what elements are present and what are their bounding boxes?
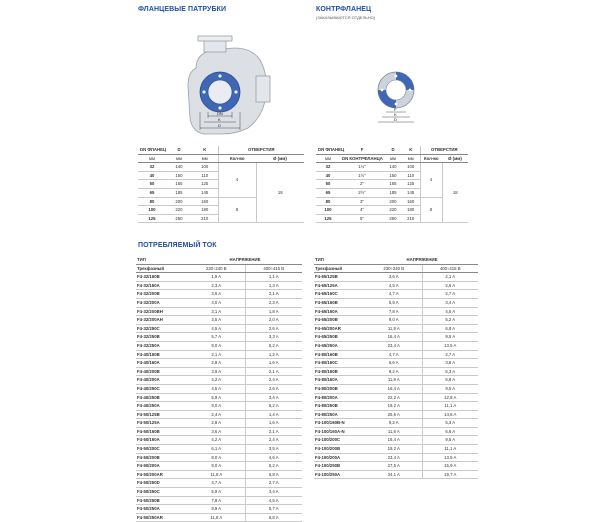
current-400-cell: 6,8 A [245, 513, 302, 522]
model-cell: F4-40/250B [136, 393, 188, 402]
current-230-cell: 3,6 A [188, 427, 245, 436]
current-400-cell: 6,8 A [422, 427, 478, 436]
table-row [136, 350, 302, 359]
current-230-cell: 16,4 A [366, 436, 422, 445]
counterflange-drawing [368, 68, 428, 128]
table-row [136, 384, 302, 393]
model-cell: F4-40/250A [136, 402, 188, 411]
table-row [314, 445, 478, 454]
model-cell: F4-80/250B [314, 402, 366, 411]
table-row [314, 470, 478, 479]
current-400-cell: 2,7 A [422, 350, 478, 359]
table-row [136, 273, 302, 282]
current-left-h-voltage: НАПРЯЖЕНИЕ [188, 256, 302, 264]
table-row [136, 393, 302, 402]
table-row: 50 165 125 [138, 180, 304, 189]
cf-h-count: Кол-во [420, 154, 442, 163]
current-400-cell: 1,1 A [245, 273, 302, 282]
table-row [314, 333, 478, 342]
pump-motor-stub [256, 76, 270, 102]
table-row [136, 359, 302, 368]
current-230-cell: 9,0 A [366, 316, 422, 325]
current-230-cell: 4,7 A [188, 479, 245, 488]
table-row [136, 410, 302, 419]
current-400-cell: 3,5 A [245, 445, 302, 454]
current-400-cell: 3,4 A [245, 393, 302, 402]
current-400-cell: 1,6 A [245, 419, 302, 428]
current-230-cell: 4,5 A [188, 384, 245, 393]
cf-h-fsub: DN КОНТРФЛАНЦА [340, 154, 384, 163]
current-230-cell: 9,0 A [188, 402, 245, 411]
current-230-cell: 5,9 A [188, 488, 245, 497]
table-row [314, 427, 478, 436]
current-230-cell: 27,5 A [366, 462, 422, 471]
current-400-cell: 9,5 A [422, 384, 478, 393]
current-400-cell: 2,7 A [422, 290, 478, 299]
table-row [136, 513, 302, 522]
flange-h-diam: Ø (мм) [256, 154, 304, 163]
current-left-h-phase: Трехфазный [136, 264, 188, 273]
table-row [136, 376, 302, 385]
model-cell: F4-80/200A [314, 393, 366, 402]
table-row [136, 402, 302, 411]
flange-diam: 18 [256, 163, 304, 223]
cf-h-k: K [402, 146, 420, 154]
table-row [136, 505, 302, 514]
flanges-title: ФЛАНЦЕВЫЕ ПАТРУБКИ [138, 6, 227, 13]
current-400-cell: 5,2 A [245, 402, 302, 411]
cf-u-d: мм [384, 154, 402, 163]
current-230-cell: 9,0 A [188, 341, 245, 350]
model-cell: F4-40/200B [136, 367, 188, 376]
model-cell: F4-32/200BH [136, 307, 188, 316]
model-cell: F4-65/160A [314, 307, 366, 316]
current-230-cell: 6,6 A [366, 359, 422, 368]
model-cell: F4-50/160A [136, 436, 188, 445]
model-cell: F4-65/160C [314, 290, 366, 299]
flange-h-count: Кол-во [218, 154, 256, 163]
flange-dim-k: K [218, 117, 221, 122]
current-230-cell: 7,8 A [188, 496, 245, 505]
table-row [314, 393, 478, 402]
model-cell: F4-32/200AH [136, 316, 188, 325]
current-400-cell: 3,4 A [422, 298, 478, 307]
model-cell: F4-50/250D [136, 479, 188, 488]
current-400-cell: 19,7 A [422, 470, 478, 479]
table-row: 65 185 145 [138, 188, 304, 197]
current-right-h-v1: 230÷240 В [366, 264, 422, 273]
current-230-cell: 22,2 A [366, 393, 422, 402]
counterflange-dim-k: K [394, 112, 397, 117]
current-400-cell: 4,5 A [245, 496, 302, 505]
table-row [136, 333, 302, 342]
table-row [314, 402, 478, 411]
table-row [136, 324, 302, 333]
current-400-cell: 2,4 A [245, 436, 302, 445]
model-cell: F4-50/200A [136, 462, 188, 471]
current-230-cell: 2,8 A [188, 359, 245, 368]
current-400-cell: 1,6 A [245, 359, 302, 368]
current-400-cell: 1,2 A [245, 350, 302, 359]
current-400-cell: 15,9 A [422, 462, 478, 471]
model-cell: F4-40/160A [136, 359, 188, 368]
cf-diam: 18 [442, 163, 468, 223]
current-table-left [136, 256, 302, 522]
current-230-cell: 3,5 A [188, 316, 245, 325]
table-row [136, 367, 302, 376]
model-cell: F4-32/250B [136, 333, 188, 342]
current-230-cell: 19,2 A [366, 445, 422, 454]
flange-u-dn: мм [138, 154, 166, 163]
pump-outlet-flange [198, 36, 232, 41]
table-row [136, 427, 302, 436]
current-230-cell: 4,5 A [366, 281, 422, 290]
table-row [136, 479, 302, 488]
current-400-cell: 2,1 A [245, 367, 302, 376]
current-230-cell: 2,1 A [188, 350, 245, 359]
current-230-cell: 11,8 A [366, 376, 422, 385]
current-230-cell: 11,8 A [366, 324, 422, 333]
current-left-h-v2: 400÷415 В [245, 264, 302, 273]
model-cell: F4-100/160B-N [314, 419, 366, 428]
cf-count-a: 4 [420, 163, 442, 197]
current-400-cell: 5,7 A [245, 505, 302, 514]
current-400-cell: 1,3 A [245, 281, 302, 290]
current-230-cell: 3,1 A [188, 307, 245, 316]
table-row [314, 376, 478, 385]
table-row [314, 436, 478, 445]
table-row: 40 150 110 [138, 171, 304, 180]
current-right-h-voltage: НАПРЯЖЕНИЕ [366, 256, 478, 264]
table-row [314, 350, 478, 359]
model-cell: F4-65/250A [314, 341, 366, 350]
current-400-cell: 4,6 A [245, 453, 302, 462]
table-row [314, 316, 478, 325]
current-230-cell: 3,6 A [366, 273, 422, 282]
current-400-cell: 2,7 A [245, 479, 302, 488]
table-row [136, 281, 302, 290]
current-230-cell: 9,9 A [188, 505, 245, 514]
current-230-cell: 4,7 A [366, 350, 422, 359]
table-row [136, 307, 302, 316]
cf-h-f: F [340, 146, 384, 154]
current-230-cell: 4,7 A [366, 290, 422, 299]
cf-h-holes: ОТВЕРСТИЯ [420, 146, 468, 154]
current-right-h-v2: 400÷415 В [422, 264, 478, 273]
table-row [136, 488, 302, 497]
flange-table [138, 146, 304, 223]
current-400-cell: 9,5 A [422, 436, 478, 445]
flange-u-k: мм [192, 154, 218, 163]
counterflange-dim-d: D [394, 117, 397, 122]
model-cell: F4-50/125B [136, 410, 188, 419]
flange-dim-d: D [218, 123, 221, 128]
table-row [136, 453, 302, 462]
model-cell: F4-50/250B [136, 496, 188, 505]
current-400-cell: 12,8 A [422, 393, 478, 402]
flange-count-b: 8 [218, 197, 256, 223]
current-400-cell: 5,3 A [422, 419, 478, 428]
current-230-cell: 5,9 A [188, 393, 245, 402]
table-row: 32 140 100 4 18 [138, 163, 304, 172]
current-230-cell: 11,8 A [188, 470, 245, 479]
current-230-cell: 2,4 A [188, 410, 245, 419]
table-row [314, 462, 478, 471]
model-cell: F4-80/160C [314, 359, 366, 368]
table-row [136, 445, 302, 454]
current-right-h-type: ТИП [314, 256, 366, 264]
model-cell: F4-100/160A-N [314, 427, 366, 436]
current-400-cell: 6,8 A [422, 324, 478, 333]
current-right-h-phase: Трехфазный [314, 264, 366, 273]
current-left-h-type: ТИП [136, 256, 188, 264]
current-400-cell: 6,8 A [422, 376, 478, 385]
model-cell: F4-32/250A [136, 341, 188, 350]
table-row [314, 307, 478, 316]
model-cell: F4-32/200A [136, 298, 188, 307]
model-cell: F4-100/250B [314, 462, 366, 471]
flange-count-a: 4 [218, 163, 256, 197]
model-cell: F4-65/125B [314, 273, 366, 282]
current-400-cell: 5,2 A [422, 316, 478, 325]
table-row [136, 341, 302, 350]
current-230-cell: 2,3 A [188, 281, 245, 290]
current-230-cell: 16,4 A [366, 384, 422, 393]
current-230-cell: 4,2 A [188, 436, 245, 445]
model-cell: F4-50/250A [136, 505, 188, 514]
table-row: 100 4" 220 180 [316, 206, 468, 215]
current-400-cell: 3,8 A [422, 359, 478, 368]
pump-outlet [204, 40, 226, 52]
current-400-cell: 11,1 A [422, 402, 478, 411]
current-230-cell: 5,7 A [188, 333, 245, 342]
table-row: 125 5" 250 210 [316, 214, 468, 223]
flange-h-holes: ОТВЕРСТИЯ [218, 146, 304, 154]
current-230-cell: 23,4 A [366, 341, 422, 350]
table-row [136, 290, 302, 299]
current-400-cell: 5,2 A [245, 462, 302, 471]
current-400-cell: 2,0 A [245, 316, 302, 325]
flange-u-d: мм [166, 154, 192, 163]
table-row [136, 316, 302, 325]
model-cell: F4-50/160B [136, 427, 188, 436]
flange-h-dn: DN ФЛАНЕЦ [138, 146, 166, 154]
current-400-cell: 1,4 A [245, 410, 302, 419]
current-400-cell: 13,5 A [422, 341, 478, 350]
current-400-cell: 1,8 A [245, 307, 302, 316]
cf-h-diam: Ø (мм) [442, 154, 468, 163]
table-row [136, 462, 302, 471]
table-row [136, 496, 302, 505]
cf-count-b: 8 [420, 197, 442, 223]
cf-u-k: мм [402, 154, 420, 163]
current-400-cell: 2,1 A [422, 273, 478, 282]
current-230-cell: 11,8 A [366, 427, 422, 436]
model-cell: F4-32/200B [136, 290, 188, 299]
current-230-cell: 4,2 A [188, 376, 245, 385]
model-cell: F4-80/200B [314, 384, 366, 393]
model-cell: F4-100/200A [314, 453, 366, 462]
current-400-cell: 2,6 A [245, 324, 302, 333]
model-cell: F4-40/160B [136, 350, 188, 359]
current-400-cell: 2,3 A [245, 298, 302, 307]
model-cell: F4-50/250C [136, 488, 188, 497]
current-400-cell: 4,5 A [422, 307, 478, 316]
current-230-cell: 4,5 A [188, 324, 245, 333]
table-row [314, 281, 478, 290]
current-230-cell: 5,9 A [366, 298, 422, 307]
current-230-cell: 9,0 A [188, 462, 245, 471]
table-row [314, 290, 478, 299]
current-400-cell: 13,5 A [422, 453, 478, 462]
model-cell: F4-40/250C [136, 384, 188, 393]
cf-h-d: D [384, 146, 402, 154]
current-230-cell: 2,8 A [188, 419, 245, 428]
current-title: ПОТРЕБЛЯЕМЫЙ ТОК [138, 242, 217, 249]
table-row [314, 324, 478, 333]
cf-h-dn: DN ФЛАНЕЦ [316, 146, 340, 154]
counterflange-title: КОНТРФЛАНЕЦ [316, 6, 372, 13]
current-400-cell: 2,4 A [245, 376, 302, 385]
model-cell: F4-40/200A [136, 376, 188, 385]
current-230-cell: 11,8 A [188, 513, 245, 522]
current-230-cell: 23,4 A [366, 453, 422, 462]
current-400-cell: 14,8 A [422, 410, 478, 419]
current-230-cell: 19,2 A [366, 402, 422, 411]
model-cell: F4-80/160B [314, 367, 366, 376]
flange-dim-dn: DN [217, 111, 223, 116]
table-row [136, 436, 302, 445]
flange-h-k: K [192, 146, 218, 154]
table-row: 40 1½" 150 110 [316, 171, 468, 180]
current-230-cell: 1,9 A [188, 273, 245, 282]
current-230-cell: 7,8 A [366, 307, 422, 316]
model-cell: F4-65/160B [314, 298, 366, 307]
table-row: 80 200 160 8 [138, 197, 304, 206]
table-row [136, 298, 302, 307]
current-400-cell: 9,5 A [422, 333, 478, 342]
current-230-cell: 6,1 A [188, 445, 245, 454]
model-cell: F4-50/200AR [136, 470, 188, 479]
current-400-cell: 5,3 A [422, 367, 478, 376]
flange-h-d: D [166, 146, 192, 154]
current-400-cell: 2,1 A [245, 290, 302, 299]
table-row [314, 419, 478, 428]
model-cell: F4-32/160A [136, 281, 188, 290]
table-row [314, 410, 478, 419]
pump-flange-drawing [182, 32, 272, 144]
current-400-cell: 3,3 A [245, 333, 302, 342]
model-cell: F4-65/200B [314, 316, 366, 325]
model-cell: F4-80/250A [314, 410, 366, 419]
current-230-cell: 3,6 A [188, 290, 245, 299]
current-400-cell: 6,8 A [245, 470, 302, 479]
table-row [314, 273, 478, 282]
table-row [314, 298, 478, 307]
current-230-cell: 3,6 A [188, 367, 245, 376]
current-230-cell: 9,2 A [366, 367, 422, 376]
table-row: 125 250 210 [138, 214, 304, 223]
table-row: 100 220 180 [138, 206, 304, 215]
model-cell: F4-80/160B [314, 350, 366, 359]
current-230-cell: 4,0 A [188, 298, 245, 307]
counterflange-table [316, 146, 468, 223]
current-230-cell: 8,0 A [188, 453, 245, 462]
cf-u-dn: мм [316, 154, 340, 163]
current-table-right [314, 256, 478, 479]
model-cell: F4-50/125A [136, 419, 188, 428]
model-cell: F4-50/200C [136, 445, 188, 454]
table-row [314, 384, 478, 393]
current-230-cell: 25,6 A [366, 410, 422, 419]
current-400-cell: 3,4 A [245, 488, 302, 497]
current-left-h-v1: 230÷240 В [188, 264, 245, 273]
model-cell: F4-100/200B [314, 445, 366, 454]
table-row [314, 359, 478, 368]
model-cell: F4-100/200C [314, 436, 366, 445]
counterflange-dim-f: F [394, 107, 397, 112]
current-400-cell: 2,1 A [245, 427, 302, 436]
current-230-cell: 16,4 A [366, 333, 422, 342]
model-cell: F4-65/250B [314, 333, 366, 342]
table-row [136, 470, 302, 479]
table-row [136, 419, 302, 428]
table-row [314, 341, 478, 350]
model-cell: F4-65/200AR [314, 324, 366, 333]
model-cell: F4-50/200B [136, 453, 188, 462]
current-230-cell: 34,1 A [366, 470, 422, 479]
current-400-cell: 11,1 A [422, 445, 478, 454]
table-row: 65 2½" 185 145 [316, 188, 468, 197]
model-cell: F4-50/250AR [136, 513, 188, 522]
counterflange-subtitle: (ЗАКАЗЫВАЮТСЯ ОТДЕЛЬНО) [316, 15, 376, 20]
model-cell: F4-80/160A [314, 376, 366, 385]
model-cell: F4-32/160B [136, 273, 188, 282]
current-400-cell: 2,6 A [245, 384, 302, 393]
table-row: 32 1¼" 140 100 4 18 [316, 163, 468, 172]
current-230-cell: 9,2 A [366, 419, 422, 428]
table-row [314, 367, 478, 376]
model-cell: F4-32/250C [136, 324, 188, 333]
model-cell: F4-65/125A [314, 281, 366, 290]
table-row: 50 2" 165 125 [316, 180, 468, 189]
current-400-cell: 5,2 A [245, 341, 302, 350]
table-row [314, 453, 478, 462]
current-400-cell: 2,6 A [422, 281, 478, 290]
table-row: 80 3" 200 160 8 [316, 197, 468, 206]
model-cell: F4-100/250A [314, 470, 366, 479]
